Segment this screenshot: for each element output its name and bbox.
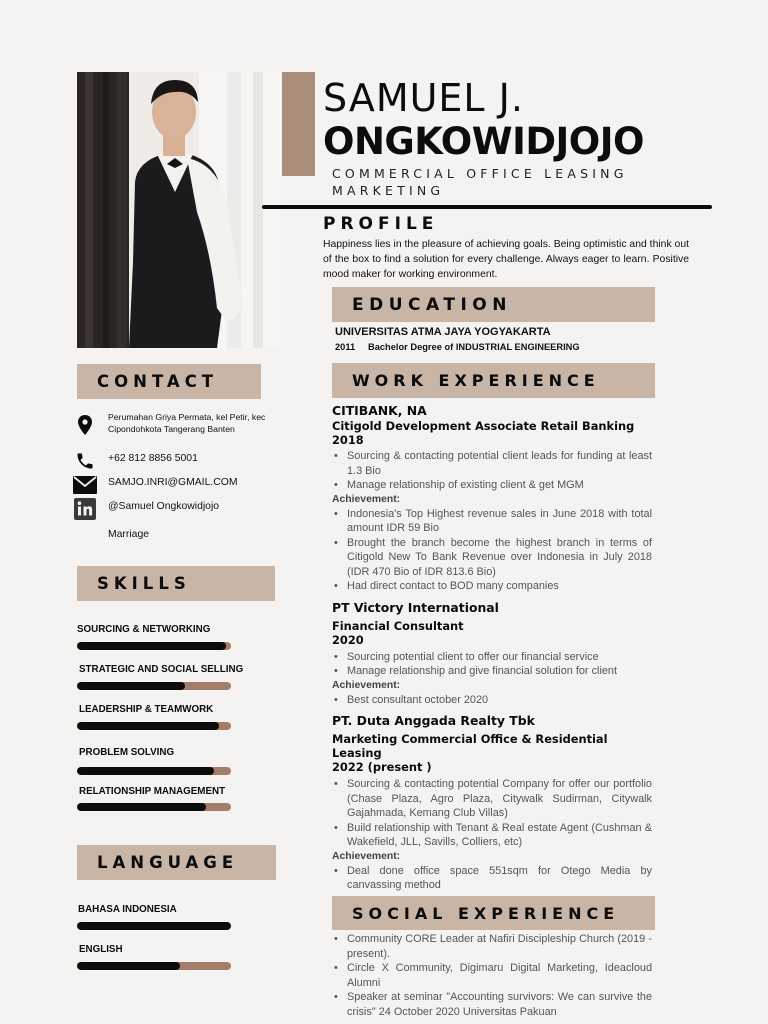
- skill-label: SOURCING & NETWORKING: [77, 624, 211, 635]
- skill-bar: [77, 682, 231, 690]
- social-heading: [332, 896, 655, 930]
- language-bar: [77, 922, 231, 930]
- achievement-label: Achievement:: [332, 679, 401, 691]
- job-title: COMMERCIAL OFFICE LEASING MARKETING: [332, 166, 628, 198]
- education-heading: [332, 287, 655, 322]
- contact-status: Marriage: [108, 529, 149, 540]
- language-bar-fill: [77, 962, 180, 970]
- envelope-icon: [72, 474, 98, 496]
- education-year: 2011: [335, 342, 356, 352]
- skill-bar: [77, 803, 231, 811]
- skill-label: RELATIONSHIP MANAGEMENT: [79, 786, 226, 797]
- language-bar-fill: [77, 922, 231, 930]
- job-year: 2020: [332, 632, 364, 647]
- education-university: UNIVERSITAS ATMA JAYA YOGYAKARTA: [335, 326, 551, 338]
- list-item: • Sourcing & contacting potential client leads for funding at least 1.3 Bio: [332, 449, 652, 478]
- job-company: CITIBANK, NA: [332, 403, 427, 418]
- job-bullets: [332, 650, 652, 679]
- job-entry: [332, 403, 652, 594]
- job-role: Financial Consultant: [332, 618, 464, 633]
- list-item: • Brought the branch become the highest branch in terms of Citigold New To Bank Revenue over Indonesia in July 2018 (IDR 470 Bio of IDR 813.6 Bio): [332, 536, 652, 580]
- contact-heading-label: CONTACT: [97, 372, 219, 391]
- list-item: • Speaker at seminar "Accounting survivors: We can survive the crisis" 24 October 2020 Universitas Pakuan: [332, 990, 652, 1019]
- profile-text: Happiness lies in the pleasure of achieving goals. Being optimistic and think out of the box to find a solution for every challenge. Always eager to learn. Positive mood maker for working environment.: [323, 239, 689, 280]
- skill-bar: [77, 642, 231, 650]
- job-role: Citigold Development Associate Retail Banking: [332, 419, 635, 433]
- language-label: BAHASA INDONESIA: [78, 904, 177, 915]
- work-list: [332, 403, 652, 893]
- contact-heading: [77, 364, 261, 399]
- work-heading: [332, 363, 655, 398]
- achievement-list: [332, 507, 652, 594]
- job-bullets: [332, 449, 652, 493]
- job-company: PT Victory International: [332, 599, 499, 615]
- linkedin-icon: [72, 498, 98, 520]
- contact-linkedin[interactable]: @Samuel Ongkowidjojo: [108, 501, 220, 512]
- job-entry: [332, 600, 652, 708]
- profile-photo: [77, 72, 281, 348]
- skill-bar: [77, 722, 231, 730]
- job-year: 2022 (present ): [332, 760, 432, 774]
- work-heading-label: WORK EXPERIENCE: [352, 371, 600, 390]
- list-item: • Community CORE Leader at Nafiri Discipleship Church (2019 - present).: [332, 932, 652, 961]
- language-label: ENGLISH: [79, 944, 123, 955]
- skill-label: STRATEGIC AND SOCIAL SELLING: [79, 664, 244, 675]
- list-item: • Had direct contact to BOD many companies: [332, 579, 652, 594]
- skill-bar-fill: [77, 803, 206, 811]
- job-bullets: [332, 777, 652, 850]
- language-heading-label: LANGUAGE: [97, 853, 239, 872]
- social-list: [332, 932, 652, 1019]
- skill-label: LEADERSHIP & TEAMWORK: [79, 704, 214, 715]
- skills-heading: [77, 566, 275, 601]
- profile-heading: PROFILE: [323, 214, 439, 234]
- achievement-label: Achievement:: [332, 850, 401, 862]
- accent-block: [282, 72, 315, 176]
- skill-label: PROBLEM SOLVING: [79, 747, 175, 758]
- list-item: • Sourcing & contacting potential Company for offer our portfolio (Chase Plaza, Agro Plaza, Citywalk Sudirman, Citywalk Gajahmada, Kemang Club Villas): [332, 777, 652, 821]
- name-line-1: SAMUEL J.: [323, 76, 524, 120]
- education-degree: Bachelor Degree of INDUSTRIAL ENGINEERING: [368, 342, 580, 352]
- list-item: • Sourcing potential client to offer our financial service: [332, 650, 652, 665]
- skill-bar-fill: [77, 767, 214, 775]
- skill-bar-fill: [77, 682, 185, 690]
- list-item: • Build relationship with Tenant & Real estate Agent (Cushman & Wakefield, JLL, Savills, Colliers, etc): [332, 821, 652, 850]
- skill-bar: [77, 767, 231, 775]
- name-line-2: ONGKOWIDJOJO: [323, 120, 644, 163]
- achievement-label: Achievement:: [332, 493, 401, 505]
- skills-heading-label: SKILLS: [97, 574, 191, 593]
- achievement-list: [332, 693, 652, 708]
- location-pin-icon: [72, 414, 98, 436]
- language-bar: [77, 962, 231, 970]
- list-item: • Manage relationship and give financial solution for client: [332, 664, 652, 679]
- achievement-list: [332, 864, 652, 893]
- skill-bar-fill: [77, 642, 226, 650]
- list-item: • Manage relationship of existing client & get MGM: [332, 478, 652, 493]
- job-entry: [332, 713, 652, 893]
- education-heading-label: EDUCATION: [352, 294, 512, 315]
- phone-icon: [72, 450, 98, 472]
- header-divider: [262, 205, 712, 209]
- job-year: 2018: [332, 433, 364, 447]
- list-item: • Indonesia's Top Highest revenue sales in June 2018 with total amount IDR 59 Bio: [332, 507, 652, 536]
- list-item: • Best consultant october 2020: [332, 693, 652, 708]
- contact-phone[interactable]: +62 812 8856 5001: [108, 453, 198, 464]
- social-heading-label: SOCIAL EXPERIENCE: [352, 903, 620, 923]
- skill-bar-fill: [77, 722, 219, 730]
- list-item: • Circle X Community, Digimaru Digital Marketing, Ideacloud Alumni: [332, 961, 652, 990]
- job-company: PT. Duta Anggada Realty Tbk: [332, 713, 535, 728]
- job-role: Marketing Commercial Office & Residential Leasing: [332, 732, 608, 760]
- contact-email[interactable]: SAMJO.INRI@GMAIL.COM: [108, 477, 238, 488]
- contact-address: Perumahan Griya Permata, kel Petir, kec Cipondohkota Tangerang Banten: [108, 412, 266, 434]
- language-heading: [77, 845, 276, 880]
- list-item: • Deal done office space 551sqm for Otego Media by canvassing method: [332, 864, 652, 893]
